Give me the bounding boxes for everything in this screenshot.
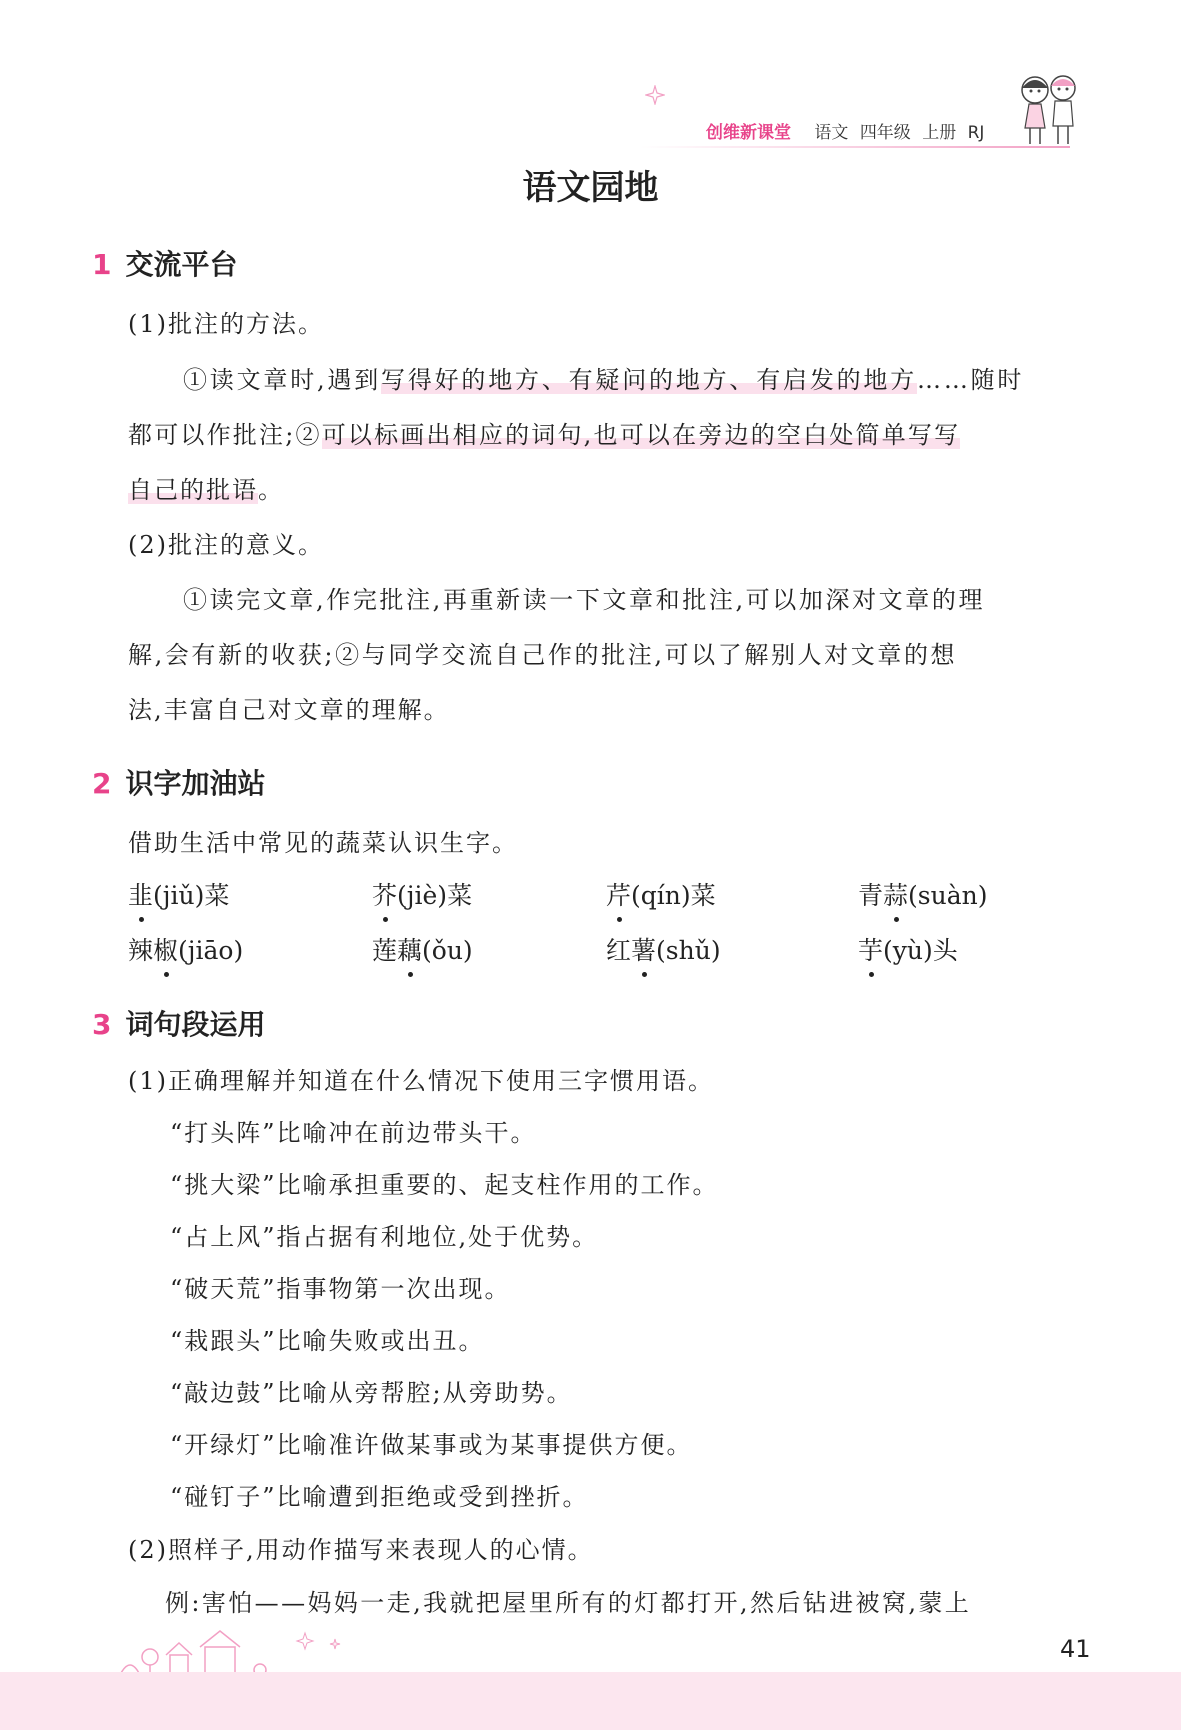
s1-para-2-line-2: 解,会有新的收获;②与同学交流自己作的批注,可以了解别人对文章的想 (128, 641, 958, 669)
vegetable-item: 辣椒(jiāo) (128, 936, 244, 965)
vegetable-item: 青蒜(suàn) (858, 881, 988, 910)
s3-sub-2: (2)照样子,用动作描写来表现人的心情。 (128, 1536, 594, 1564)
section-title: 交流平台 (125, 248, 238, 281)
vegetable-item: 芹(qín)菜 (606, 881, 716, 910)
volume: 上册 (922, 123, 957, 143)
idiom-line: “占上风”指占据有利地位,处于优势。 (170, 1223, 599, 1251)
section-number: 3 (92, 1008, 112, 1041)
s1-para-2-line-3: 法,丰富自己对文章的理解。 (128, 696, 450, 724)
section-2-heading (92, 762, 266, 802)
grade: 四年级 (859, 123, 911, 143)
idiom-line: “敲边鼓”比喻从旁帮腔;从旁助势。 (170, 1379, 573, 1407)
highlighted-text: 写得好的地方、有疑问的地方、有启发的地方 (381, 366, 918, 394)
highlighted-text: 可以标画出相应的词句,也可以在旁边的空白处简单写写 (321, 421, 961, 449)
text-run: 。 (258, 476, 284, 504)
s2-intro: 借助生活中常见的蔬菜认识生字。 (128, 829, 518, 857)
series-name: 创维新课堂 (706, 123, 791, 143)
section-title: 识字加油站 (125, 767, 266, 800)
vegetable-item: 红薯(shǔ) (606, 936, 721, 965)
subject: 语文 (814, 123, 849, 143)
dotted-char: 藕 (397, 936, 423, 965)
section-number: 2 (92, 767, 112, 800)
dotted-char: 芹 (606, 881, 632, 910)
section-1-heading (92, 243, 238, 283)
vegetable-row-1 (128, 876, 1078, 916)
highlighted-text: 自己的批语 (128, 476, 258, 504)
footer-band (0, 1672, 1181, 1730)
dotted-char: 蒜 (883, 881, 909, 910)
s1-para-2-line-1: ①读完文章,作完批注,再重新读一下文章和批注,可以加深对文章的理 (183, 586, 986, 614)
dotted-char: 薯 (631, 936, 657, 965)
dotted-char: 芋 (858, 936, 884, 965)
idiom-line: “破天荒”指事物第一次出现。 (170, 1275, 511, 1303)
s1-para-1-line-1 (183, 360, 1024, 395)
s1-para-1-line-2 (128, 415, 960, 450)
idiom-line: “栽跟头”比喻失败或出丑。 (170, 1327, 485, 1355)
dotted-char: 椒 (153, 936, 179, 965)
text-run: 都可以作批注;② (128, 421, 322, 449)
section-title: 词句段运用 (125, 1008, 266, 1041)
text-run: ……随时 (917, 366, 1025, 394)
s1-sub-2: (2)批注的意义。 (128, 531, 324, 559)
sparkle-icon (645, 85, 665, 105)
s3-sub-1: (1)正确理解并知道在什么情况下使用三字惯用语。 (128, 1067, 714, 1095)
page-number: 41 (1060, 1635, 1091, 1663)
page-title: 语文园地 (522, 168, 659, 208)
vegetable-item: 韭(jiǔ)菜 (128, 881, 230, 910)
text-run: ①读文章时,遇到 (183, 366, 382, 394)
idiom-line: “开绿灯”比喻准许做某事或为某事提供方便。 (170, 1431, 693, 1459)
s1-para-1-line-3 (128, 470, 284, 505)
s1-sub-1: (1)批注的方法。 (128, 310, 324, 338)
header-text (706, 118, 990, 143)
edition: RJ (967, 123, 985, 143)
idiom-line: “打头阵”比喻冲在前边带头干。 (170, 1119, 537, 1147)
idiom-line: “碰钉子”比喻遭到拒绝或受到挫折。 (170, 1483, 589, 1511)
idiom-line: “挑大梁”比喻承担重要的、起支柱作用的工作。 (170, 1171, 719, 1199)
dotted-char: 芥 (372, 881, 398, 910)
vegetable-item: 芋(yù)头 (858, 936, 958, 965)
dotted-char: 韭 (128, 881, 154, 910)
cartoon-kids-icon (1005, 70, 1090, 150)
s3-example: 例:害怕——妈妈一走,我就把屋里所有的灯都打开,然后钻进被窝,蒙上 (165, 1589, 972, 1617)
section-number: 1 (92, 248, 112, 281)
vegetable-row-2 (128, 931, 1078, 971)
vegetable-item: 芥(jiè)菜 (372, 881, 473, 910)
section-3-heading (92, 1003, 266, 1043)
vegetable-item: 莲藕(ǒu) (372, 936, 473, 965)
